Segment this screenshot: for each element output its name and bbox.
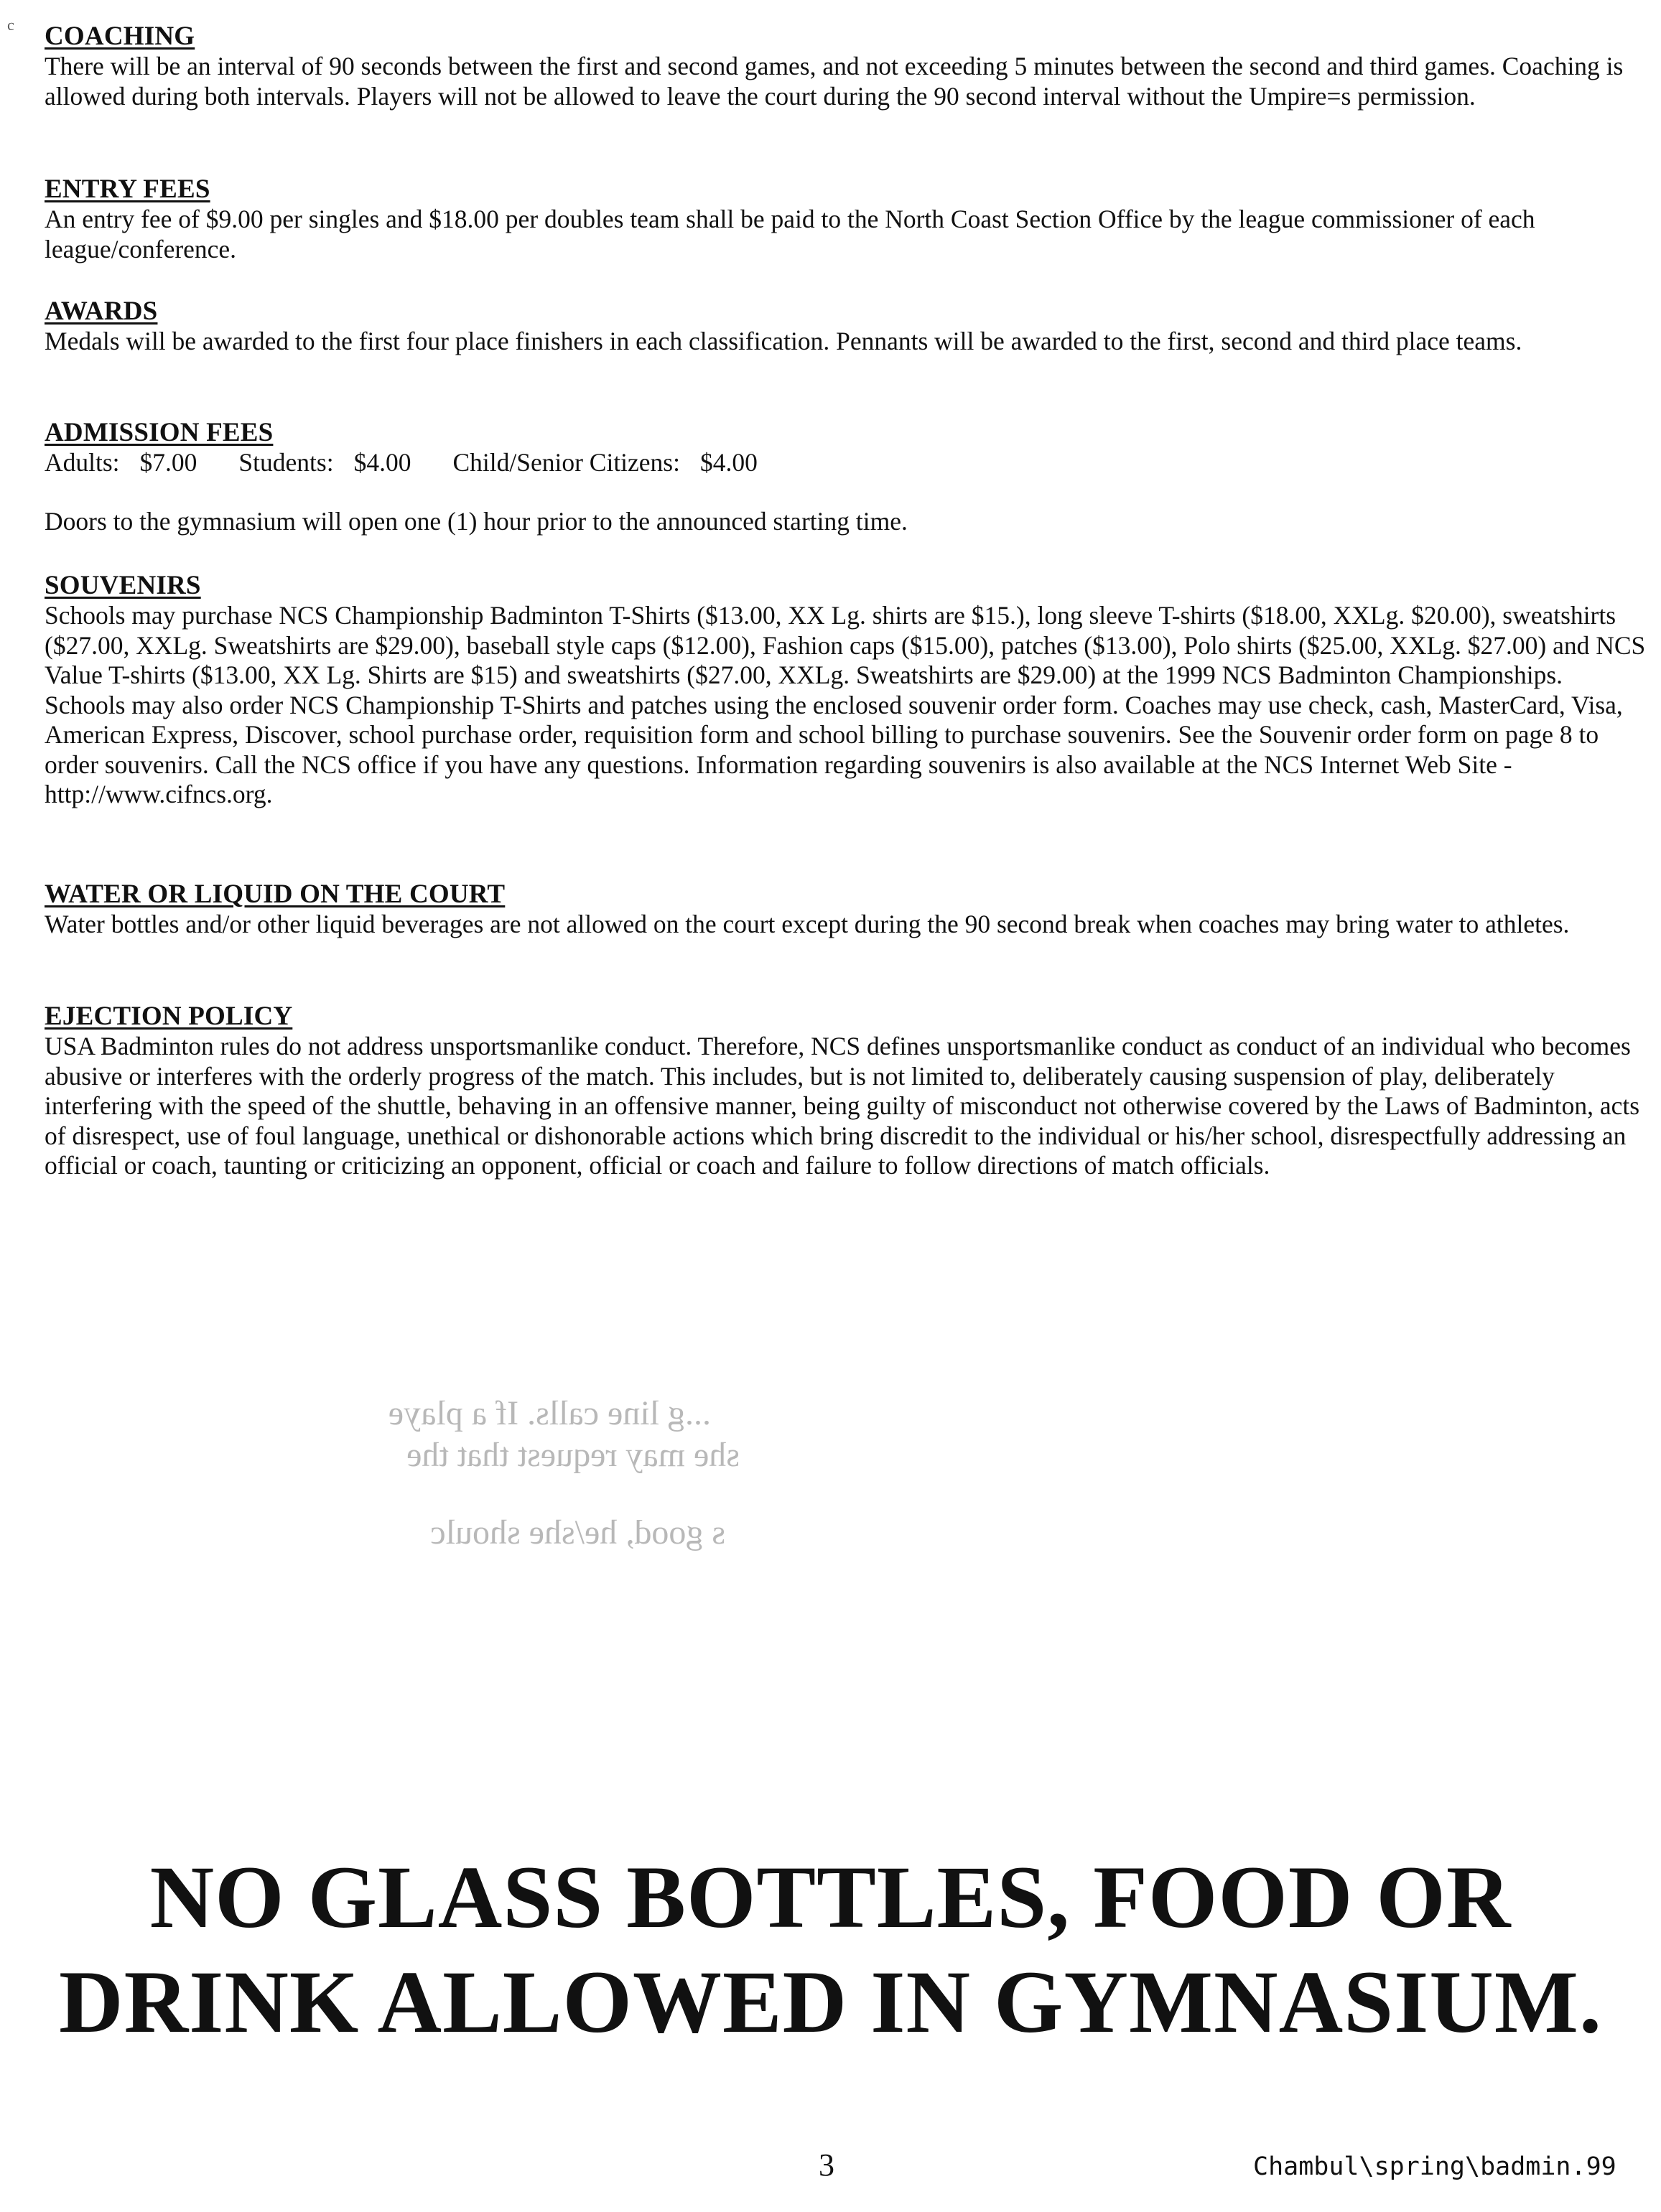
coaching-section xyxy=(45,22,1646,111)
adults-label: Adults: xyxy=(45,448,120,477)
students-value: $4.00 xyxy=(353,448,411,477)
awards-section xyxy=(45,297,1646,357)
water-body: Water bottles and/or other liquid beverages are not allowed on the court except during the 90 second break when coaches may bring water to athletes. xyxy=(45,910,1570,938)
souvenirs-body: Schools may purchase NCS Championship Badminton T-Shirts ($13.00, XX Lg. shirts are $15.), long sleeve T-shirts ($18.00, XXLg. $20.00), sweatshirts ($27.00, XXLg. Sweatshirts are $29.00), baseball style caps ($12.00), Fashion caps ($15.00), patches ($13.00), Polo shirts ($25.00, XXLg. $27.00) and NCS Value T-shirts ($13.00, XX Lg. Shirts are $15) and sweatshirts ($27.00, XXLg. Sweatshirts are $29.00) at the 1999 NCS Badminton Championships. Schools may also order NCS Championship T-Shirts and patches using the enclosed souvenir order form. Coaches may use check, cash, MasterCard, Visa, American Express, Discover, school purchase order, requisition form and school billing to purchase souvenirs. See the Souvenir order form on page 8 to order souvenirs. Call the NCS office if you have any questions. Information regarding souvenirs is also available at the NCS Internet Web Site - http://www.cifncs.org. xyxy=(45,601,1646,808)
bleed-line-3: s good, he/she shoulc xyxy=(430,1513,725,1551)
adults-value: $7.00 xyxy=(139,448,197,477)
bleed-line-2: she may request that the xyxy=(406,1436,740,1474)
doors-note: Doors to the gymnasium will open one (1) hour prior to the announced starting time. xyxy=(45,506,908,536)
admission-fee-row xyxy=(45,448,1646,478)
awards-heading: AWARDS xyxy=(45,297,158,326)
students-label: Students: xyxy=(238,448,334,477)
water-section xyxy=(45,879,1646,940)
child-senior-label: Child/Senior Citizens: xyxy=(452,448,680,477)
corner-mark: c xyxy=(7,16,14,34)
notice-line-1: NO GLASS BOTTLES, FOOD OR xyxy=(149,1848,1512,1946)
ejection-heading: EJECTION POLICY xyxy=(45,1002,293,1031)
entry-fees-heading: ENTRY FEES xyxy=(45,174,210,204)
admission-fees-section xyxy=(45,418,1646,536)
souvenirs-section xyxy=(45,571,1646,810)
entry-fees-body: An entry fee of $9.00 per singles and $18.00 per doubles team shall be paid to the North Coast Section Office by the league commissioner of each league/conference. xyxy=(45,205,1535,263)
ejection-body: USA Badminton rules do not address unsportsmanlike conduct. Therefore, NCS defines unsportsmanlike conduct as conduct of an individual who becomes abusive or interferes with the orderly progress of the match. This includes, but is not limited to, deliberately causing suspension of play, deliberately interfering with the speed of the shuttle, behaving in an offensive manner, being guilty of misconduct not otherwise covered by the Laws of Badminton, acts of disrespect, use of foul language, unethical or dishonorable actions which bring discredit to the individual or his/her school, disrespectfully addressing an official or coach, taunting or criticizing an opponent, official or coach and failure to follow directions of match officials. xyxy=(45,1032,1640,1180)
bleed-through-text xyxy=(237,1393,740,1630)
coaching-heading: COACHING xyxy=(45,22,195,51)
page-number: 3 xyxy=(819,2147,834,2183)
ejection-section xyxy=(45,1002,1646,1181)
souvenirs-heading: SOUVENIRS xyxy=(45,571,201,600)
child-senior-value: $4.00 xyxy=(700,448,758,477)
file-path: Chambul\spring\badmin.99 xyxy=(1253,2152,1616,2181)
notice-line-2: DRINK ALLOWED IN GYMNASIUM. xyxy=(59,1953,1602,2051)
water-heading: WATER OR LIQUID ON THE COURT xyxy=(45,879,506,909)
awards-body: Medals will be awarded to the first four place finishers in each classification. Pennants will be awarded to the first, second and third place teams. xyxy=(45,327,1522,355)
entry-fees-section xyxy=(45,174,1646,264)
coaching-body: There will be an interval of 90 seconds between the first and second games, and not exceeding 5 minutes between the second and third games. Coaching is allowed during both intervals. Players will not be allowed to leave the court during the 90 second interval without the Umpire=s permission. xyxy=(45,52,1624,111)
admission-fees-heading: ADMISSION FEES xyxy=(45,418,274,447)
bleed-line-1: ...g line calls. If a playe xyxy=(388,1394,711,1432)
no-glass-notice xyxy=(0,1845,1661,2055)
